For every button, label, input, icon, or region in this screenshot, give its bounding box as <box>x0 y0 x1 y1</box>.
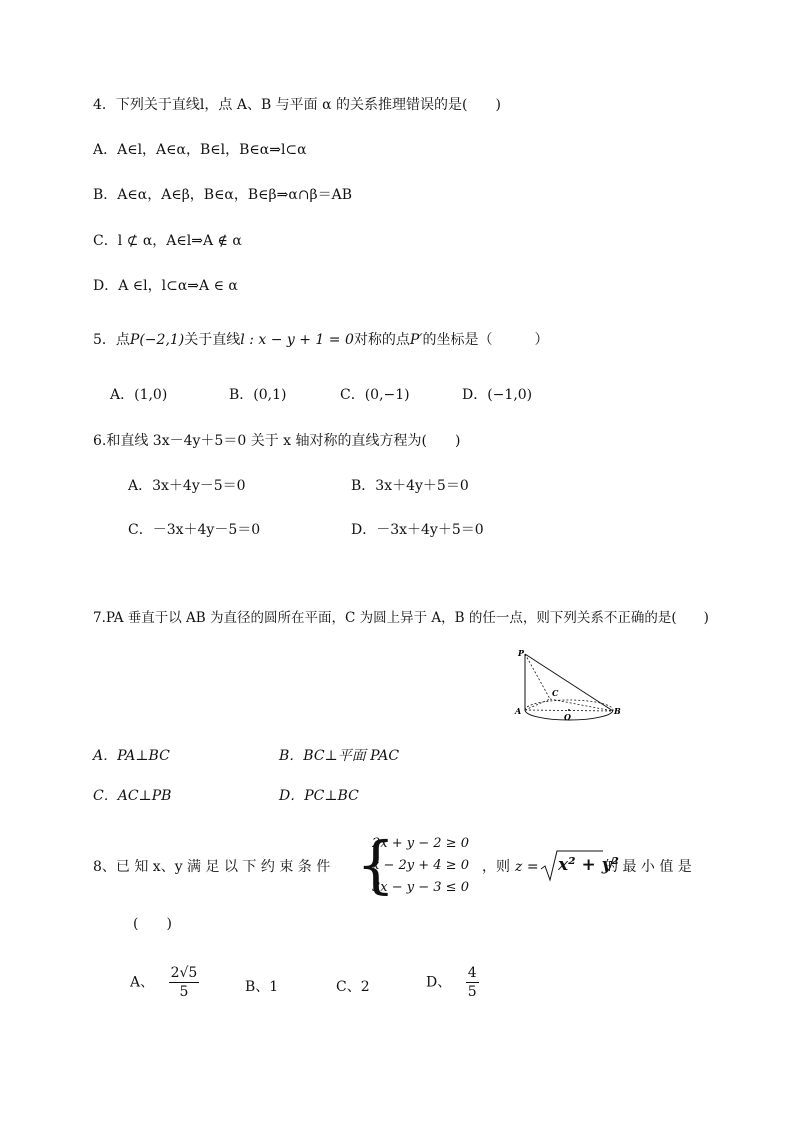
line-pc <box>525 654 550 699</box>
q7-stem: 7.PA 垂直于以 AB 为直径的圆所在平面，C 为圆上异于 A，B 的任一点，则下列关系不正确的是( ) <box>93 610 709 626</box>
q8-option-d <box>426 964 479 1001</box>
q8-option-a-numerator: 2√5 <box>170 965 198 981</box>
q8-option-c: C、2 <box>336 979 370 995</box>
label-o: O <box>564 712 571 722</box>
q6-option-a: A．3x＋4y－5＝0 <box>128 478 246 494</box>
q5-stem-prefix: 5．点 <box>93 332 130 348</box>
constraint-2: x − 2y + 4 ≥ 0 <box>372 858 469 873</box>
q8-option-d-label: D、 <box>426 974 452 991</box>
constraint-3: 3x − y − 3 ≤ 0 <box>372 880 469 895</box>
q5-line-eq: l : x − y + 1 = 0 <box>240 332 354 348</box>
q6-option-d: D．－3x＋4y＋5＝0 <box>351 522 484 538</box>
q8-option-a-denominator: 5 <box>179 984 189 1000</box>
q8-z-left: z = <box>515 859 539 875</box>
q8-stem-suffix: 的 最 小 值 是 <box>604 859 692 875</box>
q7-option-c: C．AC⊥PB <box>93 788 172 804</box>
q8-option-b: B、1 <box>245 979 279 995</box>
q5-mid1: 关于直线 <box>184 332 241 348</box>
line-ac <box>525 699 550 710</box>
q7-option-d: D．PC⊥BC <box>279 788 359 804</box>
q6-option-c: C．－3x＋4y－5＝0 <box>128 522 261 538</box>
q8-option-d-numerator: 4 <box>467 965 477 981</box>
q7-option-a: A．PA⊥BC <box>93 748 170 764</box>
q8-option-d-denominator: 5 <box>467 984 477 1000</box>
q4-stem: 4．下列关于直线l，点 A、B 与平面 α 的关系推理错误的是( ) <box>93 97 501 113</box>
q7-figure <box>508 644 628 724</box>
q8-z-radicand: x² + y² <box>558 855 619 875</box>
label-c: C <box>552 688 559 698</box>
q5-option-b: B．(0,1) <box>229 387 287 403</box>
q8-paren: ( ) <box>133 916 172 932</box>
q8-option-a-label: A、 <box>130 974 155 991</box>
label-p: P <box>518 648 525 658</box>
q4-option-b: B．A∈α，A∈β，B∈α，B∈β⇒α∩β＝AB <box>93 187 353 203</box>
q7-option-b: B．BC⊥平面 PAC <box>279 748 400 764</box>
q6-option-b: B．3x＋4y＋5＝0 <box>351 478 469 494</box>
center-o-dot <box>568 709 570 711</box>
q5-point: P(−2,1) <box>129 332 185 348</box>
constraint-1: 2x + y − 2 ≥ 0 <box>372 836 469 851</box>
q8-stem-mid: ，则 <box>482 859 510 875</box>
q8-stem-prefix: 8、已 知 x、y 满 足 以 下 约 束 条 件 <box>93 859 331 875</box>
constraint-system <box>372 833 469 899</box>
circle-back-arc <box>525 700 613 710</box>
q5-point2: P′ <box>409 332 423 348</box>
label-b: B <box>614 706 621 716</box>
q4-option-c: C．l ⊄ α，A∈l⇒A ∉ α <box>93 233 242 249</box>
q5-stem <box>93 331 548 349</box>
q8-option-a-fraction <box>169 964 200 1001</box>
constraint-brace: { <box>356 828 396 901</box>
q8-option-d-fraction <box>466 964 479 1001</box>
q4-option-d: D．A ∈l，l⊂α⇒A ∈ α <box>93 278 238 294</box>
q6-stem: 6.和直线 3x－4y＋5＝0 关于 x 轴对称的直线方程为( ) <box>93 433 461 449</box>
q5-stem-suffix: 的坐标是（ ） <box>422 332 549 348</box>
label-a: A <box>515 706 522 716</box>
q8-option-a <box>130 964 199 1001</box>
q5-mid2: 对称的点 <box>353 332 410 348</box>
q5-option-d: D．(−1,0) <box>462 387 533 403</box>
q5-option-c: C．(0,−1) <box>340 387 410 403</box>
q5-option-a: A．(1,0) <box>110 387 168 403</box>
q4-option-a: A．A∈l，A∈α，B∈l，B∈α⇒l⊂α <box>93 142 307 158</box>
